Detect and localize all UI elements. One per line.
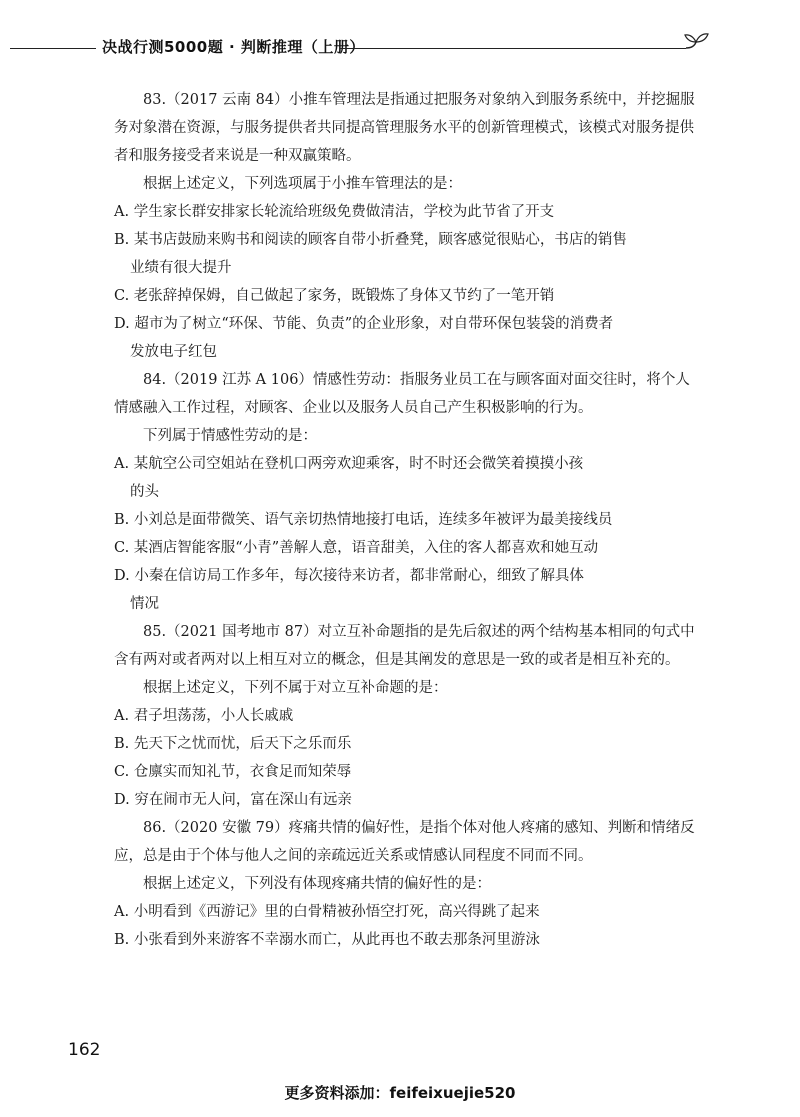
option-c: C. 老张辞掉保姆，自己做起了家务，既锻炼了身体又节约了一笔开销 bbox=[114, 288, 555, 304]
question-stem: 84.（2019 江苏 A 106）情感性劳动：指服务业员工在与顾客面对面交往时，将个人情感融入工作过程，对顾客、企业以及服务人员自己产生积极影响的行为。 bbox=[114, 372, 690, 416]
question-86 bbox=[114, 814, 698, 954]
option-a: A. 小明看到《西游记》里的白骨精被孙悟空打死，高兴得跳了起来 bbox=[114, 904, 540, 920]
question-83 bbox=[114, 86, 698, 366]
option-d: D. 穷在闹市无人问，富在深山有远亲 bbox=[114, 792, 352, 808]
option-c: C. 仓廪实而知礼节，衣食足而知荣辱 bbox=[114, 764, 352, 780]
header-rule-right bbox=[340, 48, 686, 49]
sprout-icon bbox=[682, 28, 712, 58]
footer-note: 更多资料添加：feifeixuejie520 bbox=[284, 1084, 516, 1102]
question-84 bbox=[114, 366, 698, 618]
page-content bbox=[114, 86, 698, 954]
running-header bbox=[0, 34, 800, 64]
option-d: D. 小秦在信访局工作多年，每次接待来访者，都非常耐心，细致了解具体 情况 bbox=[114, 568, 584, 612]
question-prompt: 根据上述定义，下列没有体现疼痛共情的偏好性的是： bbox=[143, 876, 491, 892]
question-prompt: 根据上述定义，下列不属于对立互补命题的是： bbox=[143, 680, 448, 696]
option-b: B. 小刘总是面带微笑、语气亲切热情地接打电话，连续多年被评为最美接线员 bbox=[114, 512, 613, 528]
option-b: B. 某书店鼓励来购书和阅读的顾客自带小折叠凳，顾客感觉很贴心，书店的销售 业绩有很大提升 bbox=[114, 232, 627, 276]
header-rule-left bbox=[10, 48, 96, 49]
question-prompt: 根据上述定义，下列选项属于小推车管理法的是： bbox=[143, 176, 462, 192]
question-stem: 85.（2021 国考地市 87）对立互补命题指的是先后叙述的两个结构基本相同的句式中含有两对或者两对以上相互对立的概念，但是其阐发的意思是一致的或者是相互补充的。 bbox=[114, 624, 695, 668]
option-b: B. 小张看到外来游客不幸溺水而亡，从此再也不敢去那条河里游泳 bbox=[114, 932, 540, 948]
option-b: B. 先天下之忧而忧，后天下之乐而乐 bbox=[114, 736, 352, 752]
question-stem: 83.（2017 云南 84）小推车管理法是指通过把服务对象纳入到服务系统中，并挖掘服务对象潜在资源，与服务提供者共同提高管理服务水平的创新管理模式，该模式对服务提供者和服务接受者来说是一种双赢策略。 bbox=[114, 92, 695, 164]
question-85 bbox=[114, 618, 698, 814]
option-a: A. 君子坦荡荡，小人长戚戚 bbox=[114, 708, 294, 724]
option-a: A. 学生家长群安排家长轮流给班级免费做清洁，学校为此节省了开支 bbox=[114, 204, 555, 220]
option-c: C. 某酒店智能客服“小青”善解人意，语音甜美，入住的客人都喜欢和她互动 bbox=[114, 540, 599, 556]
question-prompt: 下列属于情感性劳动的是： bbox=[143, 428, 317, 444]
book-title: 决战行测5000题 · 判断推理（上册） bbox=[102, 38, 365, 56]
question-stem: 86.（2020 安徽 79）疼痛共情的偏好性，是指个体对他人疼痛的感知、判断和情绪反应，总是由于个体与他人之间的亲疏远近关系或情感认同程度不同而不同。 bbox=[114, 820, 695, 864]
page-number: 162 bbox=[68, 1040, 101, 1060]
option-d: D. 超市为了树立“环保、节能、负责”的企业形象，对自带环保包装袋的消费者 发放电子红包 bbox=[114, 316, 614, 360]
option-a: A. 某航空公司空姐站在登机口两旁欢迎乘客，时不时还会微笑着摸摸小孩 的头 bbox=[114, 456, 584, 500]
